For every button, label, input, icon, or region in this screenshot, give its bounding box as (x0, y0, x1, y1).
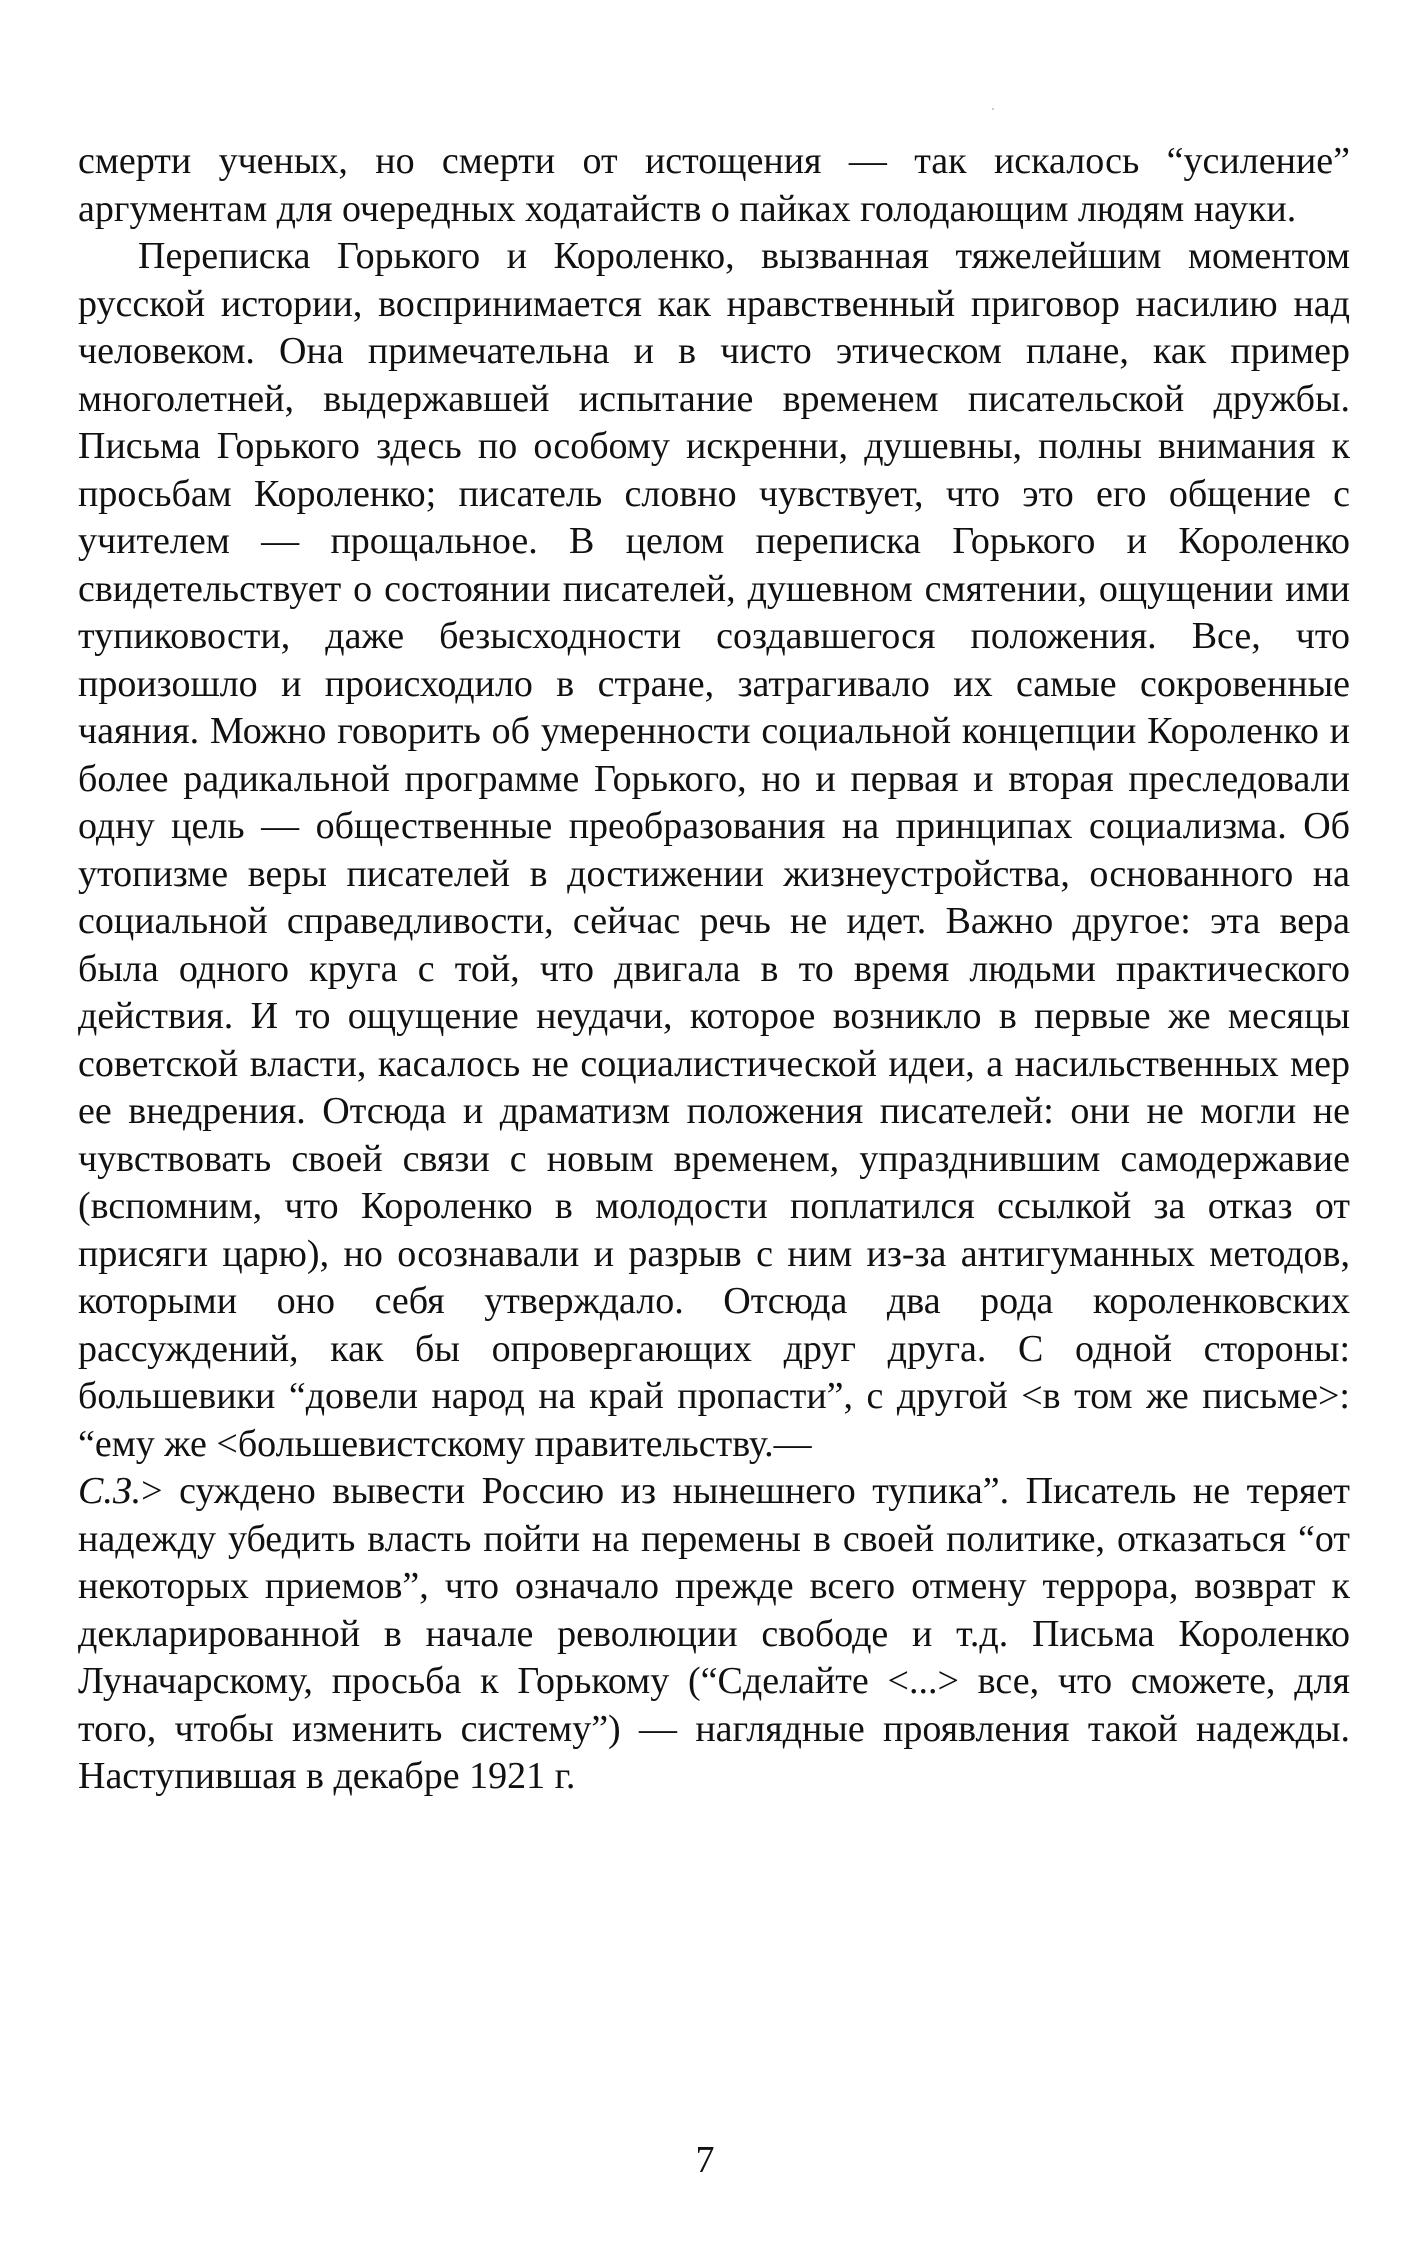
body-text (78, 138, 1350, 1801)
paragraph-main-continuation: > суждено вывести Россию из нынешнего тупика”. Писатель не теряет надежду убедить власть пойти на перемены в своей политике, отказаться “от некоторых приемов”, что означало прежде всего отмену террора, возврат к декларированной в начале революции свободе и т.д. Письма Короленко Луначарскому, просьба к Горькому (“Сделайте <...> все, что сможете, для того, чтобы изменить систему”) — наглядные проявления такой надежды. Наступившая в декабре 1921 г. (78, 1470, 1350, 1797)
scan-speck (992, 108, 994, 110)
paragraph-main-text: Переписка Горького и Короленко, вызванная тяжелейшим моментом русской истории, воспринимается как нравственный приговор насилию над человеком. Она примечательна и в чисто этическом плане, как пример многолетней, выдержавшей испытание временем писательской дружбы. Письма Горького здесь по особому искренни, душевны, полны внимания к просьбам Короленко; писатель словно чувствует, что это его общение с учителем — прощальное. В целом переписка Горького и Короленко свидетельствует о состоянии писателей, душевном смятении, ощущении ими тупиковости, даже безысходности создавшегося положения. Все, что произошло и происходило в стране, затрагивало их самые сокровенные чаяния. Можно говорить об умеренности социальной концепции Короленко и более радикальной программе Горького, но и первая и вторая преследовали одну цель — общественные преобразования на принципах социализма. Об утопизме веры писателей в достижении жизнеустройства, основанного на социальной справедливости, сейчас речь не идет. Важно другое: эта вера была одного круга с той, что двигала в то время людьми практического действия. И то ощущение неудачи, которое возникло в первые же месяцы советской власти, касалось не социалистической идеи, а насильственных мер ее внедрения. Отсюда и драматизм положения писателей: они не могли не чувствовать своей связи с новым временем, упразднившим самодержавие (вспомним, что Короленко в молодости поплатился ссылкой за отказ от присяги царю), но осознавали и разрыв с ним из-за антигуманных методов, которыми оно себя утверждало. Отсюда два рода короленковских рассуждений, как бы опровергающих друг друга. С одной стороны: большевики “довели народ на край пропасти”, с другой <в том же письме>: “ему же <большевистскому правительству.— (78, 235, 1350, 1465)
page-number: 7 (695, 2139, 715, 2181)
author-initials: С.З. (78, 1470, 142, 1512)
paragraph-continued: смерти ученых, но смерти от истощения — так искалось “усиление” аргументам для очередных ходатайств о пайках голодающим людям науки. (78, 140, 1350, 230)
paragraph-main (78, 233, 1350, 1801)
